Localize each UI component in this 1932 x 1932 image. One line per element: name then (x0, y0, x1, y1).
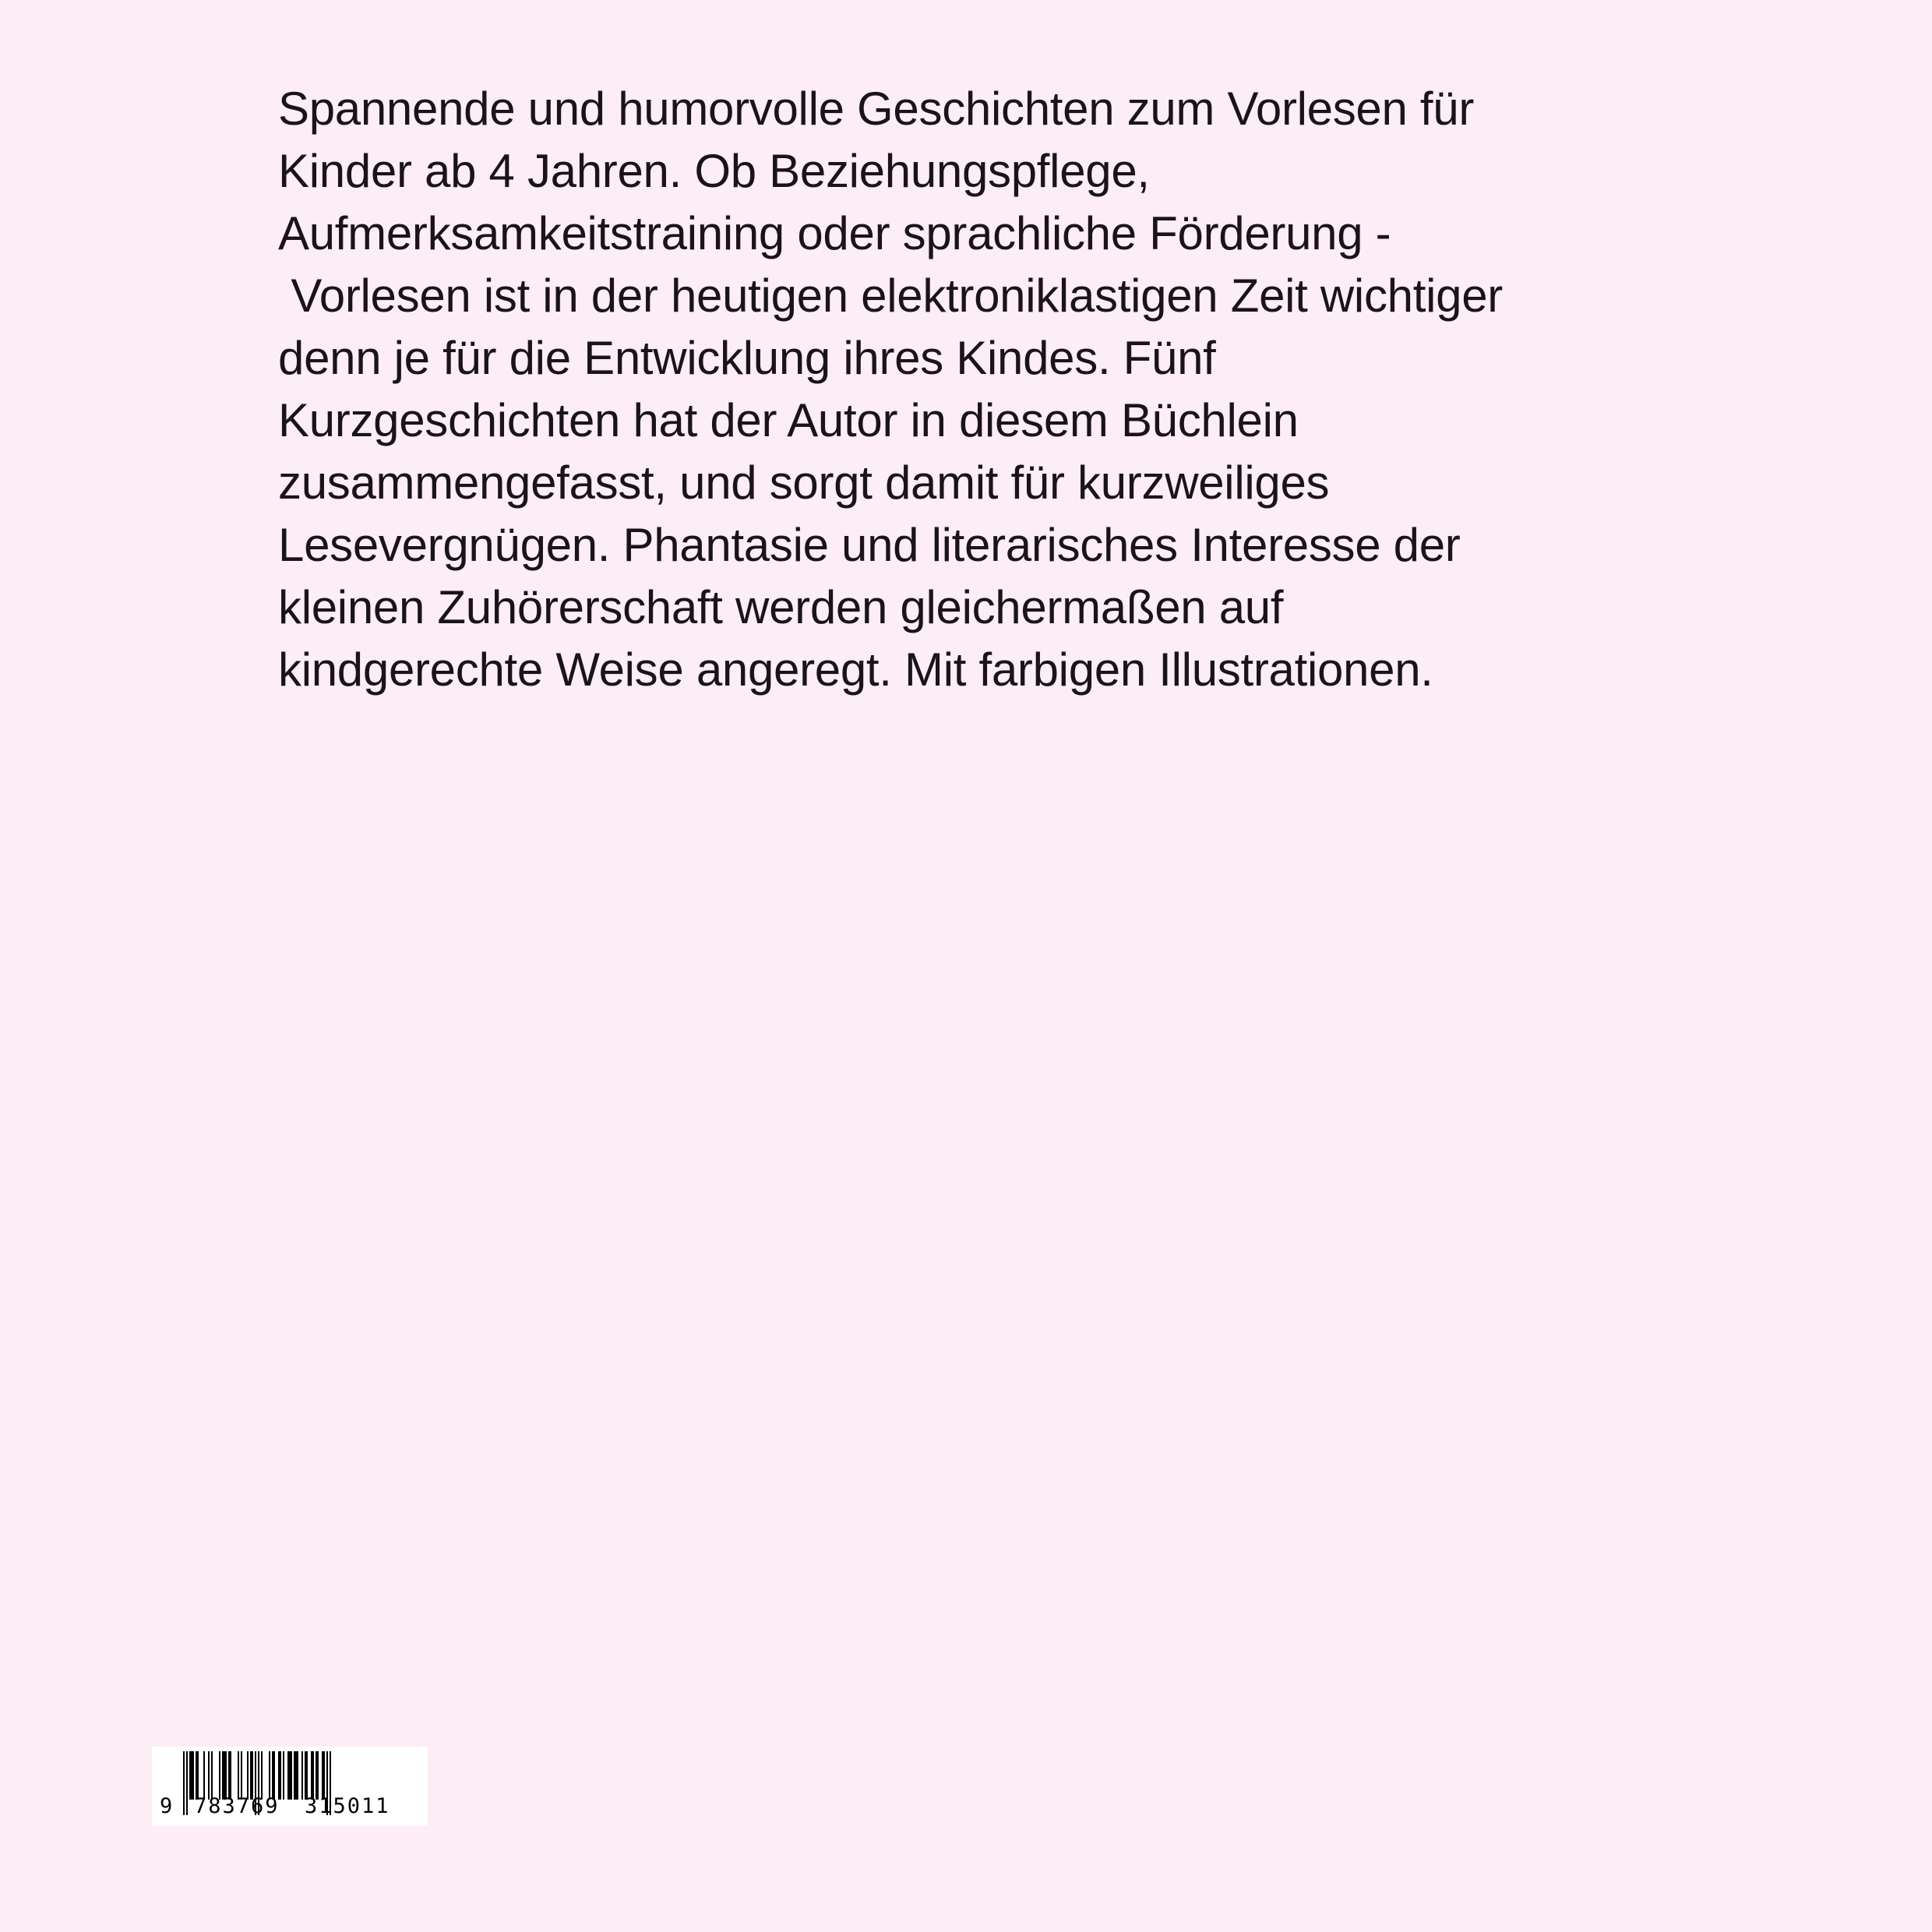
barcode-bar (186, 1751, 188, 1815)
barcode-first-digit: 9 (160, 1794, 173, 1818)
barcode-bar (247, 1751, 249, 1800)
barcode-bar (196, 1751, 197, 1800)
blurb-line-7: zusammengefasst, und sorgt damit für kurzweiliges (278, 457, 1330, 509)
barcode-bar (203, 1751, 205, 1800)
barcode-bar (297, 1751, 298, 1800)
barcode-bar (280, 1751, 281, 1800)
barcode-bar (283, 1751, 284, 1800)
barcode-bar (306, 1751, 308, 1800)
isbn-barcode (152, 1747, 428, 1826)
barcode-bar (222, 1751, 224, 1800)
barcode-bar (295, 1751, 297, 1800)
barcode-bar (305, 1751, 306, 1800)
blurb-line-6: Kurzgeschichten hat der Autor in diesem Büchlein (278, 394, 1299, 446)
barcode-bar (238, 1751, 239, 1800)
barcode-bar (301, 1751, 303, 1800)
barcode-bar (189, 1751, 191, 1800)
barcode-bar (241, 1751, 242, 1800)
barcode-right-digits: 315011 (305, 1794, 390, 1818)
barcode-bar (272, 1751, 273, 1800)
barcode-bar (323, 1751, 325, 1800)
barcode-bar (273, 1751, 275, 1800)
blurb-line-10: kindgerechte Weise angeregt. Mit farbigen Illustrationen. (278, 643, 1433, 696)
barcode-bar (191, 1751, 192, 1800)
barcode-bar (183, 1751, 185, 1815)
barcode-bar (278, 1751, 280, 1800)
barcode-bar (224, 1751, 225, 1800)
barcode-bar (311, 1751, 312, 1800)
barcode-bar (208, 1751, 210, 1800)
barcode-bar (287, 1751, 289, 1800)
barcode-bar (261, 1751, 263, 1800)
barcode-bar (312, 1751, 314, 1800)
barcode-bar (291, 1751, 292, 1800)
barcode-bar (252, 1751, 253, 1800)
barcode-bar (289, 1751, 291, 1800)
barcode-bar (316, 1751, 317, 1800)
blurb-line-9: kleinen Zuhörerschaft werden gleichermaßen auf (278, 581, 1284, 633)
barcode-bar (269, 1751, 270, 1800)
blurb-line-8: Lesevergnügen. Phantasie und literarisches Interesse der (278, 519, 1461, 571)
barcode-bar (230, 1751, 231, 1800)
blurb-line-2: Kinder ab 4 Jahren. Ob Beziehungspflege, (278, 145, 1150, 197)
blurb-line-5: denn je für die Entwicklung ihres Kindes. Fünf (278, 332, 1216, 384)
barcode-bar (219, 1751, 220, 1800)
barcode-bar (294, 1751, 295, 1800)
blurb-line-3: Aufmerksamkeitstraining oder sprachliche Förderung - (278, 207, 1391, 259)
blurb-line-4: Vorlesen ist in der heutigen elektroniklastigen Zeit wichtiger (278, 270, 1503, 322)
barcode-bar (228, 1751, 230, 1800)
barcode-left-digits: 783769 (194, 1794, 280, 1818)
barcode-bar (211, 1751, 213, 1800)
barcode-bar (225, 1751, 227, 1800)
back-cover-blurb (278, 78, 1696, 701)
barcode-bar (192, 1751, 194, 1800)
barcode-bar (250, 1751, 252, 1800)
barcode-bar (197, 1751, 199, 1800)
barcode-bar (322, 1751, 323, 1800)
barcode-bar (317, 1751, 319, 1800)
blurb-line-1: Spannende und humorvolle Geschichten zum Vorlesen für (278, 83, 1475, 135)
